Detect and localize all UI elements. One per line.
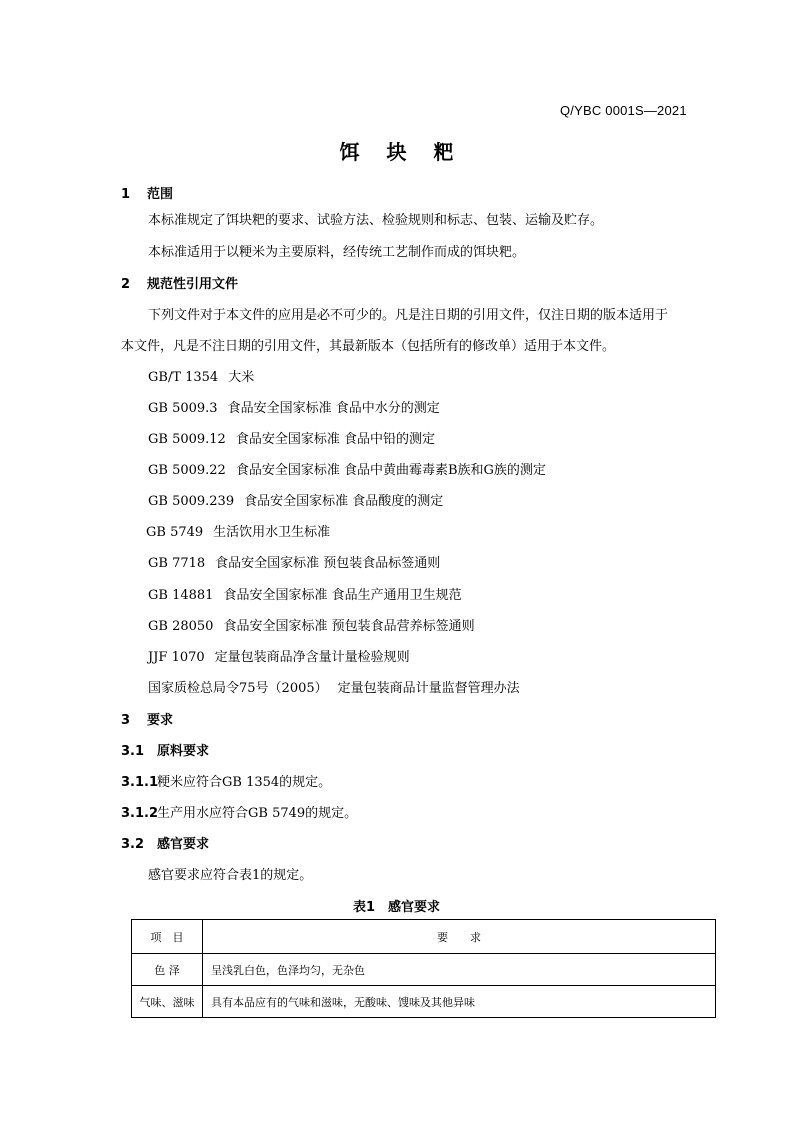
reference-code: 国家质检总局令75号（2005） (148, 681, 328, 696)
reference-item (148, 366, 254, 385)
reference-code: GB 28050 (148, 619, 214, 634)
reference-title: 大米 (228, 370, 255, 385)
clause-text: 生产用水应符合GB 5749的规定。 (157, 806, 358, 821)
document-title: 饵 块 粑 (339, 140, 464, 164)
section-number: 2 (121, 277, 131, 292)
section-3-heading (121, 709, 173, 728)
paragraph: 下列文件对于本文件的应用是必不可少的。凡是注日期的引用文件，仅注日期的版本适用于 (148, 308, 669, 323)
reference-item (148, 490, 443, 509)
reference-item (148, 459, 546, 478)
standard-code: Q/YBC 0001S—2021 (560, 103, 687, 118)
reference-code: GB 7718 (148, 556, 206, 571)
reference-title: 定量包装商品计量监督管理办法 (337, 681, 520, 696)
column-header-item: 项 目 (132, 920, 203, 954)
reference-title: 食品安全国家标准 食品生产通用卫生规范 (223, 588, 462, 603)
subsection-3-1-heading (121, 740, 209, 759)
reference-code: GB 5009.22 (148, 463, 226, 478)
reference-code: GB 5009.3 (148, 401, 218, 416)
table-row (132, 954, 716, 986)
clause-number: 3.1.2 (121, 806, 159, 821)
table-row (132, 986, 716, 1018)
section-1-heading (121, 183, 173, 202)
section-title: 范围 (147, 187, 174, 202)
table-header-row (132, 920, 716, 954)
subsection-number: 3.2 (121, 837, 145, 852)
reference-code: GB 14881 (148, 588, 214, 603)
reference-code: JJF 1070 (148, 650, 205, 665)
subsection-3-2-heading (121, 833, 209, 852)
reference-title: 生活饮用水卫生标准 (213, 525, 331, 540)
reference-code: GB/T 1354 (148, 370, 219, 385)
paragraph: 本文件，凡是不注日期的引用文件，其最新版本（包括所有的修改单）适用于本文件。 (121, 339, 616, 354)
section-title: 规范性引用文件 (147, 277, 239, 292)
reference-item (148, 397, 440, 416)
reference-code: GB 5749 (146, 525, 204, 540)
subsection-title: 感官要求 (157, 837, 210, 852)
table-cell-requirement: 呈浅乳白色，色泽均匀，无杂色 (203, 954, 716, 986)
reference-title: 食品安全国家标准 食品酸度的测定 (244, 494, 444, 509)
table-cell-item: 气味、滋味 (132, 986, 203, 1018)
reference-title: 食品安全国家标准 食品中黄曲霉毒素B族和G族的测定 (235, 463, 546, 478)
clause-3-1-2 (121, 802, 357, 821)
subsection-number: 3.1 (121, 744, 145, 759)
table-caption: 表1 感官要求 (352, 900, 441, 915)
reference-title: 食品安全国家标准 预包装食品标签通则 (215, 556, 441, 571)
clause-number: 3.1.1 (121, 775, 159, 790)
paragraph: 本标准适用于以粳米为主要原料，经传统工艺制作而成的饵块粑。 (148, 245, 526, 260)
reference-item (148, 552, 440, 571)
reference-title: 食品安全国家标准 预包装食品营养标签通则 (223, 619, 475, 634)
clause-text: 粳米应符合GB 1354的规定。 (157, 775, 332, 790)
reference-item (148, 428, 435, 447)
reference-title: 食品安全国家标准 食品中铅的测定 (235, 432, 435, 447)
reference-item (148, 615, 475, 634)
subsection-title: 原料要求 (157, 744, 210, 759)
reference-item (146, 521, 330, 540)
reference-code: GB 5009.239 (148, 494, 235, 509)
section-title: 要求 (147, 713, 174, 728)
sensory-requirements-table (131, 919, 716, 1018)
paragraph: 本标准规定了饵块粑的要求、试验方法、检验规则和标志、包装、运输及贮存。 (148, 213, 604, 228)
section-number: 3 (121, 713, 131, 728)
reference-item (148, 646, 410, 665)
section-number: 1 (121, 187, 131, 202)
reference-item (148, 677, 520, 696)
reference-item (148, 584, 462, 603)
reference-title: 定量包装商品净含量计量检验规则 (214, 650, 410, 665)
table-cell-item: 色 泽 (132, 954, 203, 986)
table-cell-requirement: 具有本品应有的气味和滋味，无酸味、馊味及其他异味 (203, 986, 716, 1018)
section-2-heading (121, 273, 238, 292)
clause-3-1-1 (121, 771, 331, 790)
column-header-requirement: 要 求 (203, 920, 716, 954)
reference-title: 食品安全国家标准 食品中水分的测定 (227, 401, 440, 416)
paragraph: 感官要求应符合表1的规定。 (148, 868, 313, 883)
reference-code: GB 5009.12 (148, 432, 226, 447)
